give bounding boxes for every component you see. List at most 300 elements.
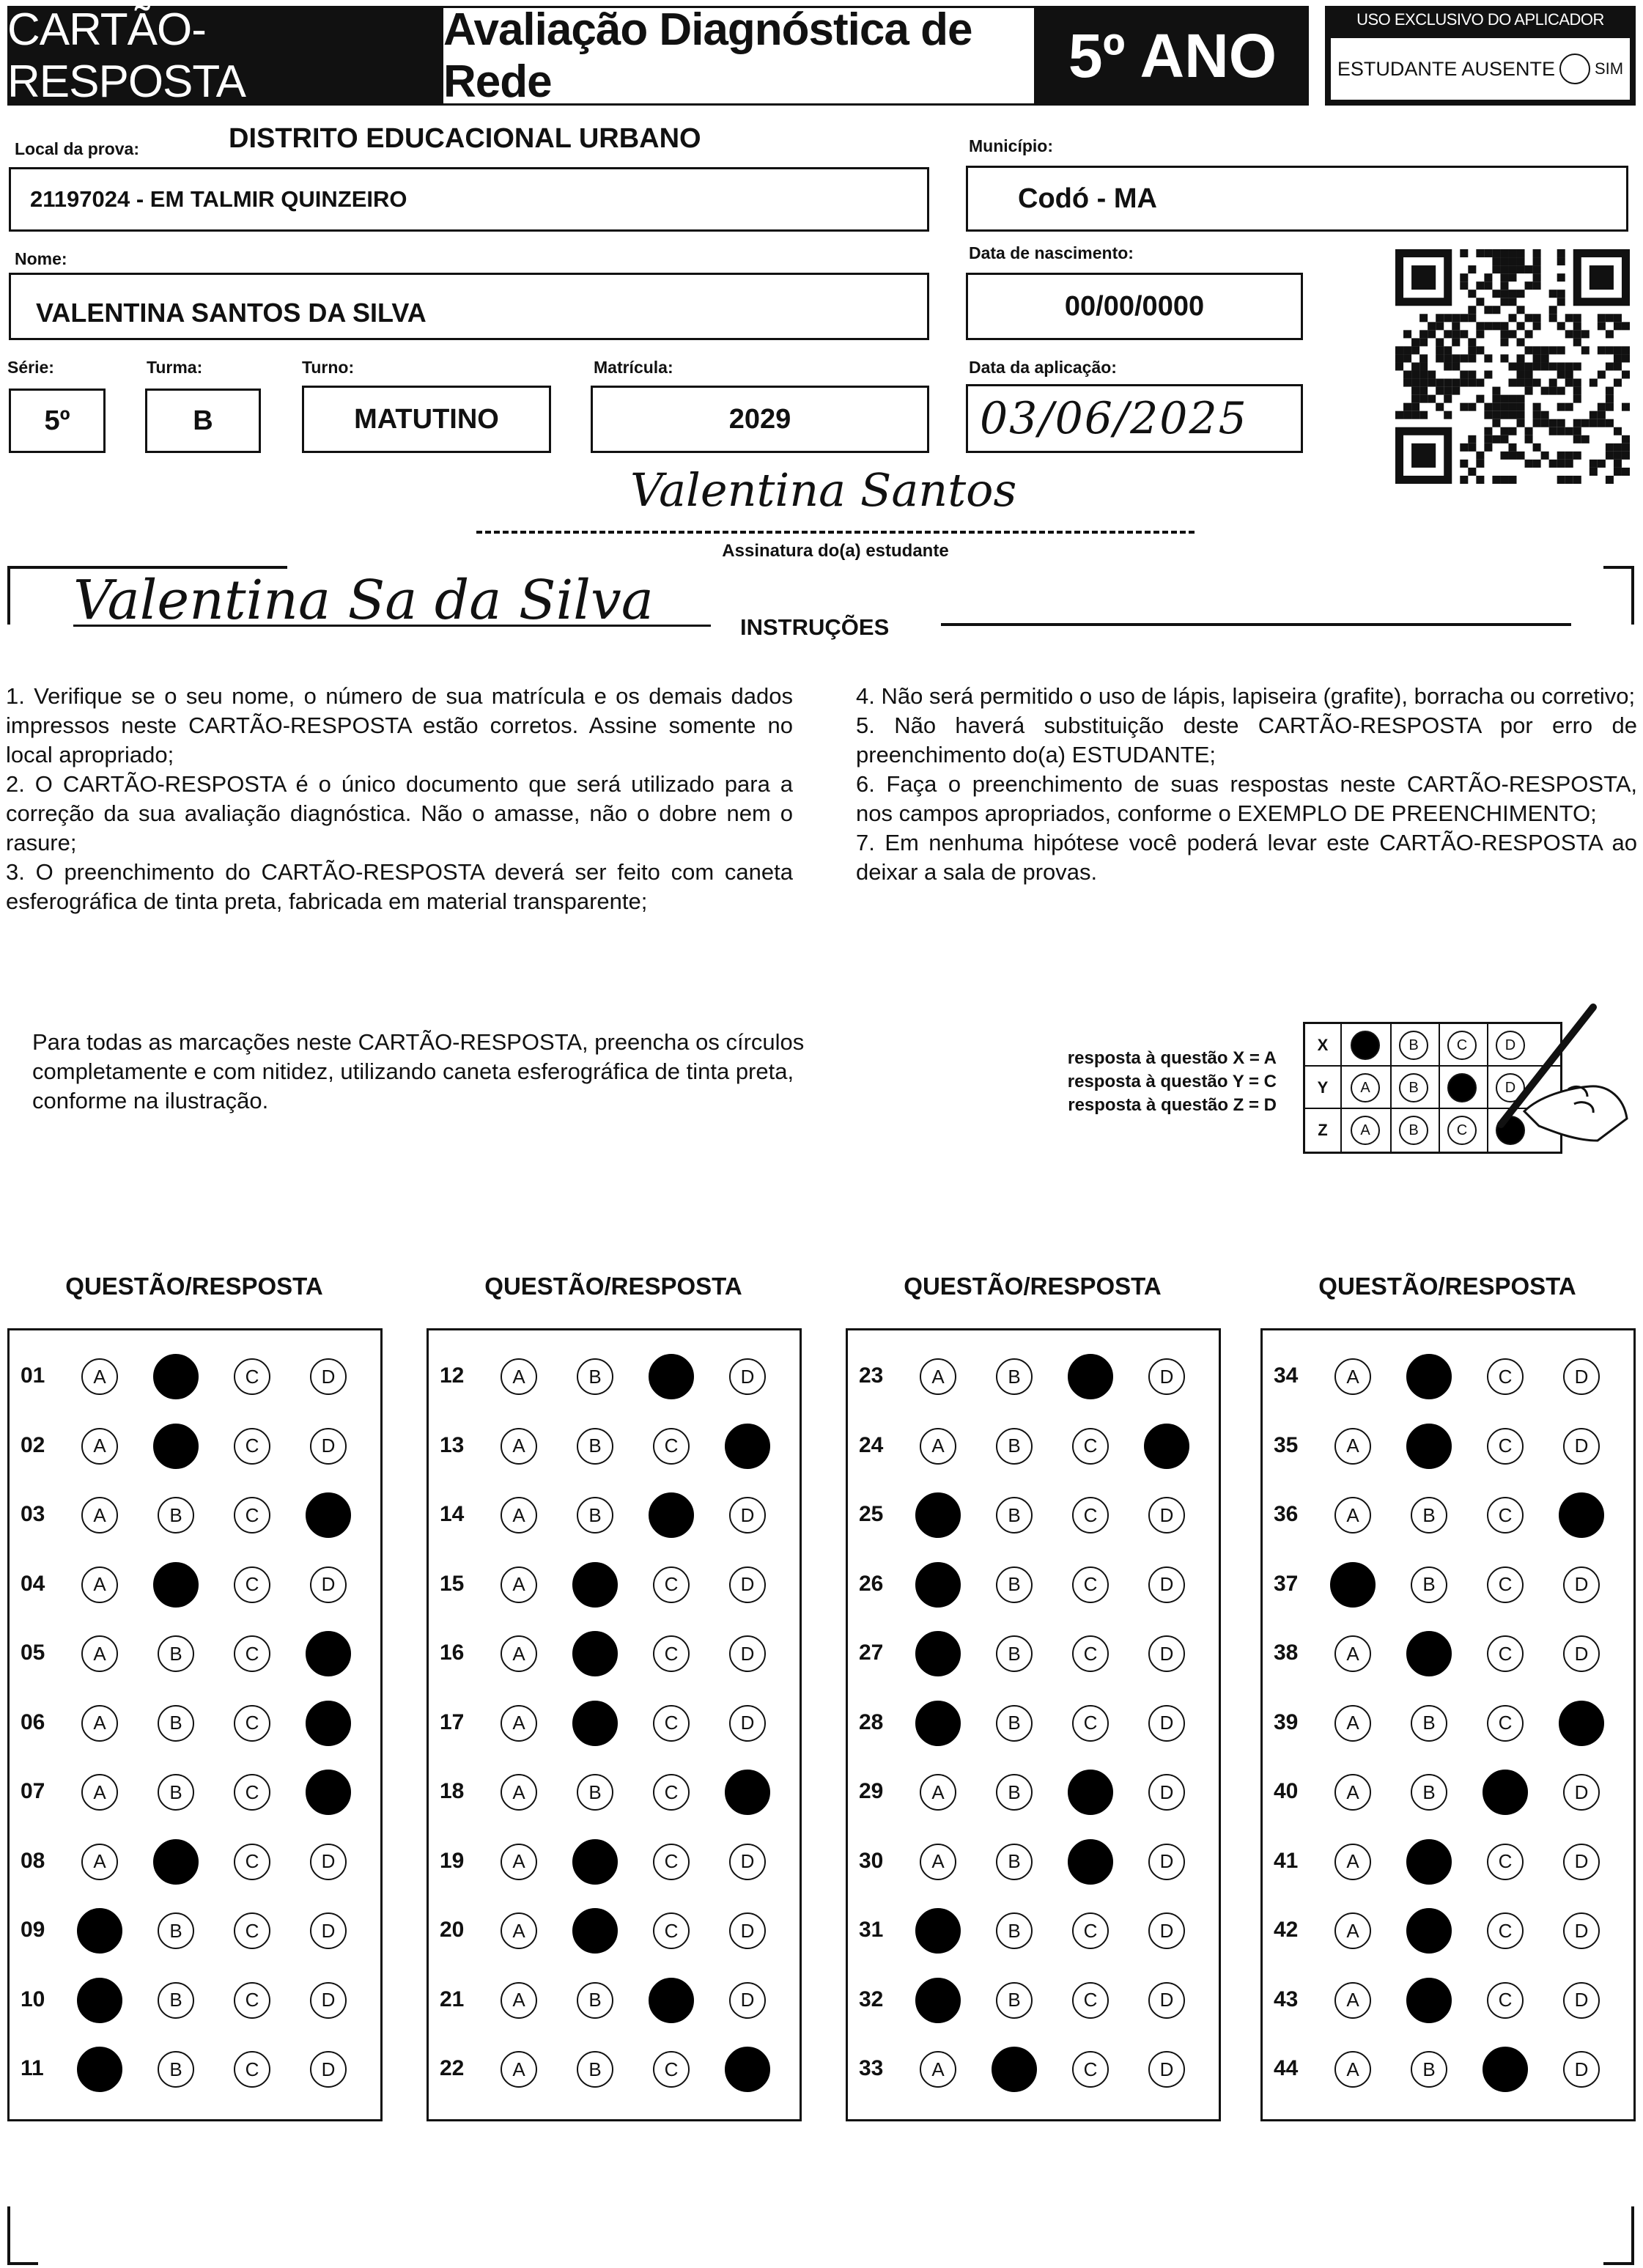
- answer-bubble-a[interactable]: A: [81, 1566, 118, 1603]
- answer-bubble-a[interactable]: A: [81, 1428, 118, 1465]
- example-bubble-d: D: [1496, 1073, 1525, 1102]
- card-title: CARTÃO-RESPOSTA: [7, 6, 441, 106]
- answer-bubble-c[interactable]: C: [653, 1912, 690, 1949]
- answer-bubble-a[interactable]: A: [920, 1358, 956, 1395]
- answer-bubble-a[interactable]: A: [1334, 1912, 1371, 1949]
- answer-bubble-c[interactable]: C: [1487, 1566, 1524, 1603]
- answer-bubble-b[interactable]: [572, 1562, 618, 1608]
- answer-row: [7, 1347, 383, 1406]
- question-number: 25: [859, 1502, 884, 1526]
- answer-bubble-c[interactable]: [1483, 2047, 1528, 2092]
- answer-bubble-d[interactable]: D: [729, 1497, 766, 1534]
- answer-bubble-c[interactable]: C: [1072, 1428, 1109, 1465]
- student-signature-left: Valentina Sa da Silva: [73, 569, 654, 632]
- answer-row: [427, 1763, 802, 1822]
- answer-bubble-a[interactable]: A: [1334, 1635, 1371, 1672]
- answer-bubble-c[interactable]: C: [653, 1635, 690, 1672]
- answer-bubble-b[interactable]: B: [577, 1497, 613, 1534]
- answer-bubble-b[interactable]: B: [1411, 2051, 1447, 2088]
- answer-row: [7, 1763, 383, 1822]
- answer-bubble-d[interactable]: D: [1148, 1774, 1185, 1811]
- answer-bubble-d[interactable]: D: [1148, 1705, 1185, 1742]
- answer-bubble-c[interactable]: C: [1487, 1982, 1524, 2019]
- question-number: 01: [21, 1363, 45, 1388]
- answer-bubble-c[interactable]: C: [234, 1844, 270, 1880]
- answer-bubble-a[interactable]: [77, 1908, 122, 1954]
- example-row-label: X: [1305, 1024, 1342, 1067]
- question-number: 17: [440, 1709, 465, 1734]
- answer-row: [846, 1417, 1221, 1476]
- answer-bubble-a[interactable]: A: [1334, 1497, 1371, 1534]
- answer-bubble-c[interactable]: C: [234, 1428, 270, 1465]
- answer-bubble-b[interactable]: B: [158, 1635, 194, 1672]
- local-field: [9, 167, 929, 232]
- answer-bubble-c[interactable]: C: [234, 1982, 270, 2019]
- answer-column-header: QUESTÃO/RESPOSTA: [904, 1273, 1162, 1300]
- question-number: 40: [1274, 1779, 1299, 1803]
- answer-bubble-b[interactable]: [153, 1562, 199, 1608]
- answer-bubble-b[interactable]: B: [996, 1705, 1033, 1742]
- example-grid-divider: [1439, 1109, 1440, 1152]
- question-number: 42: [1274, 1918, 1299, 1942]
- turma-field: [145, 389, 261, 453]
- absent-option-label: SIM: [1594, 59, 1624, 78]
- answer-bubble-d[interactable]: D: [1563, 1912, 1600, 1949]
- answer-row: [427, 2040, 802, 2099]
- question-number: 21: [440, 1987, 465, 2011]
- answer-bubble-d[interactable]: D: [310, 1912, 347, 1949]
- answer-bubble-a[interactable]: A: [81, 1635, 118, 1672]
- answer-bubble-d[interactable]: [725, 2047, 770, 2092]
- answer-bubble-c[interactable]: C: [234, 1912, 270, 1949]
- answer-row: [1260, 2040, 1636, 2099]
- answer-bubble-a[interactable]: [915, 1701, 961, 1746]
- answer-bubble-a[interactable]: A: [1334, 1428, 1371, 1465]
- answer-bubble-c[interactable]: [1068, 1839, 1113, 1885]
- answer-bubble-b[interactable]: B: [577, 1982, 613, 2019]
- answer-bubble-d[interactable]: D: [310, 1566, 347, 1603]
- answer-bubble-b[interactable]: B: [158, 1982, 194, 2019]
- answer-column-header: QUESTÃO/RESPOSTA: [65, 1273, 323, 1300]
- answer-row: [7, 1901, 383, 1960]
- answer-bubble-c[interactable]: C: [653, 1428, 690, 1465]
- answer-bubble-b[interactable]: B: [577, 2051, 613, 2088]
- answer-bubble-a[interactable]: A: [1334, 2051, 1371, 2088]
- answer-bubble-d[interactable]: [306, 1770, 351, 1815]
- answer-row: [427, 1555, 802, 1614]
- answer-bubble-d[interactable]: D: [1148, 1982, 1185, 2019]
- answer-bubble-d[interactable]: D: [1563, 1774, 1600, 1811]
- answer-row: [7, 1624, 383, 1683]
- serie-field: [9, 389, 106, 453]
- answer-bubble-d[interactable]: D: [729, 1705, 766, 1742]
- answer-bubble-d[interactable]: D: [1148, 1497, 1185, 1534]
- answer-bubble-b[interactable]: B: [1411, 1566, 1447, 1603]
- turno-label: Turno:: [302, 358, 355, 377]
- answer-bubble-a[interactable]: A: [1334, 1358, 1371, 1395]
- question-number: 28: [859, 1709, 884, 1734]
- answer-bubble-a[interactable]: A: [501, 1912, 537, 1949]
- hand-pen-icon: [1480, 1001, 1634, 1148]
- answer-bubble-c[interactable]: C: [234, 1774, 270, 1811]
- answer-bubble-d[interactable]: D: [1148, 1844, 1185, 1880]
- answer-bubble-b[interactable]: [992, 2047, 1037, 2092]
- answer-bubble-c[interactable]: C: [234, 1635, 270, 1672]
- answer-bubble-b[interactable]: B: [1411, 1774, 1447, 1811]
- answer-bubble-d[interactable]: D: [1563, 1428, 1600, 1465]
- answer-bubble-a[interactable]: A: [501, 1635, 537, 1672]
- answer-bubble-b[interactable]: B: [996, 1844, 1033, 1880]
- question-number: 23: [859, 1363, 884, 1388]
- turno-value: MATUTINO: [354, 403, 499, 435]
- answer-bubble-b[interactable]: B: [158, 1774, 194, 1811]
- nascimento-field: [966, 273, 1303, 340]
- answer-bubble-d[interactable]: D: [729, 1635, 766, 1672]
- matricula-value: 2029: [728, 403, 791, 435]
- local-label: Local da prova:: [15, 139, 139, 158]
- answer-bubble-b[interactable]: [1406, 1631, 1452, 1676]
- serie-label: Série:: [7, 358, 54, 377]
- answer-bubble-c[interactable]: [1483, 1770, 1528, 1815]
- answer-bubble-d[interactable]: [1144, 1424, 1189, 1469]
- question-number: 29: [859, 1779, 884, 1803]
- answer-bubble-b[interactable]: [153, 1424, 199, 1469]
- answer-bubble-b[interactable]: [572, 1908, 618, 1954]
- local-value: 21197024 - EM TALMIR QUINZEIRO: [30, 186, 407, 212]
- answer-bubble-a[interactable]: A: [501, 1566, 537, 1603]
- question-number: 24: [859, 1432, 884, 1457]
- answer-bubble-b[interactable]: B: [577, 1428, 613, 1465]
- answer-bubble-a[interactable]: A: [1334, 1844, 1371, 1880]
- question-number: 36: [1274, 1502, 1299, 1526]
- answer-row: [7, 2040, 383, 2099]
- answer-bubble-b[interactable]: B: [996, 1982, 1033, 2019]
- answer-bubble-d[interactable]: [306, 1492, 351, 1538]
- answer-bubble-a[interactable]: A: [920, 1774, 956, 1811]
- answer-bubble-c[interactable]: C: [1072, 1566, 1109, 1603]
- instruction-2: 2. O CARTÃO-RESPOSTA é o único documento que será utilizado para a correção da sua avaliação diagnóstica. Não o amasse, não o dobre nem o rasure;: [6, 771, 793, 855]
- answer-bubble-c[interactable]: C: [234, 2051, 270, 2088]
- answer-column-header: QUESTÃO/RESPOSTA: [484, 1273, 742, 1300]
- aplicacao-field: [966, 384, 1303, 453]
- question-number: 39: [1274, 1709, 1299, 1734]
- example-grid-divider: [1439, 1024, 1440, 1067]
- answer-row: [846, 2040, 1221, 2099]
- instructions-right: [856, 682, 1637, 887]
- instruction-3: 3. O preenchimento do CARTÃO-RESPOSTA deverá ser feito com caneta esferográfica de tinta preta, fabricada em material transparente;: [6, 859, 793, 914]
- grade-title: 5º ANO: [1036, 6, 1309, 106]
- answer-bubble-a[interactable]: A: [920, 2051, 956, 2088]
- example-row-label: Z: [1305, 1109, 1342, 1152]
- answer-row: [846, 1971, 1221, 2030]
- question-number: 10: [21, 1987, 45, 2011]
- answer-bubble-b[interactable]: [1406, 1354, 1452, 1399]
- answer-bubble-a[interactable]: A: [81, 1844, 118, 1880]
- answer-bubble-b[interactable]: B: [158, 1705, 194, 1742]
- answer-bubble-d[interactable]: D: [729, 1912, 766, 1949]
- answer-bubble-c[interactable]: C: [1487, 1497, 1524, 1534]
- answer-bubble-a[interactable]: A: [501, 1774, 537, 1811]
- answer-bubble-b[interactable]: [572, 1631, 618, 1676]
- answer-row: [427, 1417, 802, 1476]
- question-number: 16: [440, 1641, 465, 1665]
- answer-bubble-d[interactable]: D: [1148, 1635, 1185, 1672]
- example-grid-divider: [1390, 1067, 1392, 1109]
- answer-bubble-c[interactable]: C: [1487, 1635, 1524, 1672]
- answer-row: [427, 1901, 802, 1960]
- answer-bubble-b[interactable]: [572, 1701, 618, 1746]
- answer-bubble-b[interactable]: [153, 1839, 199, 1885]
- answer-bubble-b[interactable]: [572, 1839, 618, 1885]
- question-number: 07: [21, 1779, 45, 1803]
- answer-bubble-b[interactable]: [1406, 1978, 1452, 2023]
- answer-bubble-b[interactable]: B: [996, 1358, 1033, 1395]
- answer-bubble-b[interactable]: B: [158, 2051, 194, 2088]
- frame-corner-bl: [7, 2206, 38, 2265]
- answer-bubble-a[interactable]: A: [501, 2051, 537, 2088]
- nascimento-label: Data de nascimento:: [969, 243, 1134, 262]
- answer-bubble-a[interactable]: A: [81, 1497, 118, 1534]
- answer-bubble-b[interactable]: B: [158, 1912, 194, 1949]
- question-number: 41: [1274, 1848, 1299, 1873]
- answer-bubble-c[interactable]: C: [234, 1566, 270, 1603]
- example-bubble-d: D: [1496, 1031, 1525, 1060]
- answer-bubble-c[interactable]: C: [1072, 2051, 1109, 2088]
- qr-code: [1395, 249, 1630, 484]
- answer-bubble-a[interactable]: A: [1334, 1705, 1371, 1742]
- answer-bubble-c[interactable]: C: [653, 2051, 690, 2088]
- answer-bubble-b[interactable]: [153, 1354, 199, 1399]
- answer-row: [1260, 1347, 1636, 1406]
- answer-row: [7, 1694, 383, 1753]
- answer-bubble-b[interactable]: B: [996, 1428, 1033, 1465]
- answer-bubble-b[interactable]: B: [996, 1566, 1033, 1603]
- answer-bubble-c[interactable]: C: [653, 1705, 690, 1742]
- answer-bubble-a[interactable]: A: [81, 1705, 118, 1742]
- answer-bubble-a[interactable]: A: [501, 1428, 537, 1465]
- answer-row: [427, 1971, 802, 2030]
- instruction-5: 5. Não haverá substituição deste CARTÃO-RESPOSTA por erro de preenchimento do(a) ESTUDANTE;: [856, 713, 1637, 767]
- answer-row: [846, 1694, 1221, 1753]
- answer-row: [1260, 1624, 1636, 1683]
- matricula-label: Matrícula:: [594, 358, 673, 377]
- answer-row: [427, 1694, 802, 1753]
- answer-bubble-c[interactable]: [649, 1492, 694, 1538]
- answer-bubble-c[interactable]: C: [234, 1497, 270, 1534]
- answer-row: [1260, 1486, 1636, 1544]
- question-number: 06: [21, 1709, 45, 1734]
- answer-bubble-c[interactable]: C: [653, 1774, 690, 1811]
- example-bubble-c: C: [1447, 1116, 1477, 1145]
- question-number: 11: [21, 2056, 44, 2080]
- answer-bubble-a[interactable]: A: [501, 1358, 537, 1395]
- answer-row: [427, 1833, 802, 1891]
- answer-bubble-d[interactable]: D: [310, 2051, 347, 2088]
- example-legend-y: resposta à questão Y = C: [1067, 1072, 1277, 1091]
- answer-bubble-b[interactable]: [1406, 1908, 1452, 1954]
- answer-bubble-a[interactable]: [915, 1631, 961, 1676]
- municipio-field: [966, 166, 1628, 232]
- answer-bubble-b[interactable]: B: [996, 1635, 1033, 1672]
- answer-bubble-a[interactable]: A: [501, 1982, 537, 2019]
- answer-bubble-c[interactable]: C: [653, 1844, 690, 1880]
- answer-bubble-c[interactable]: C: [1487, 1912, 1524, 1949]
- answer-bubble-d[interactable]: D: [729, 1844, 766, 1880]
- answer-bubble-a[interactable]: A: [501, 1497, 537, 1534]
- example-bubble-a: [1351, 1031, 1380, 1060]
- answer-bubble-a[interactable]: A: [501, 1705, 537, 1742]
- answer-bubble-b[interactable]: B: [577, 1358, 613, 1395]
- answer-bubble-d[interactable]: D: [1563, 1358, 1600, 1395]
- answer-bubble-d[interactable]: D: [310, 1358, 347, 1395]
- turno-field: [302, 386, 551, 453]
- answer-row: [1260, 1417, 1636, 1476]
- answer-bubble-a[interactable]: [77, 1978, 122, 2023]
- answer-bubble-d[interactable]: [1559, 1492, 1604, 1538]
- example-row-label: Y: [1305, 1067, 1342, 1109]
- example-bubble-b: B: [1399, 1116, 1428, 1145]
- answer-bubble-a[interactable]: A: [81, 1774, 118, 1811]
- answer-bubble-c[interactable]: C: [234, 1705, 270, 1742]
- question-number: 05: [21, 1641, 45, 1665]
- answer-bubble-b[interactable]: B: [996, 1497, 1033, 1534]
- example-grid-divider: [1390, 1024, 1392, 1067]
- answer-row: [1260, 1763, 1636, 1822]
- question-number: 02: [21, 1432, 45, 1457]
- answer-row: [427, 1624, 802, 1683]
- answer-row: [427, 1486, 802, 1544]
- answer-bubble-c[interactable]: [1068, 1354, 1113, 1399]
- question-number: 34: [1274, 1363, 1299, 1388]
- answer-bubble-a[interactable]: A: [501, 1844, 537, 1880]
- instruction-4: 4. Não será permitido o uso de lápis, lapiseira (grafite), borracha ou corretivo;: [856, 683, 1636, 709]
- answer-bubble-a[interactable]: [915, 1492, 961, 1538]
- answer-row: [846, 1624, 1221, 1683]
- answer-bubble-b[interactable]: B: [996, 1774, 1033, 1811]
- answer-bubble-d[interactable]: [725, 1770, 770, 1815]
- answer-bubble-d[interactable]: [306, 1631, 351, 1676]
- instruction-6: 6. Faça o preenchimento de suas respostas neste CARTÃO-RESPOSTA, nos campos apropriados, conforme o EXEMPLO DE PREENCHIMENTO;: [856, 771, 1637, 826]
- answer-bubble-a[interactable]: A: [1334, 1982, 1371, 2019]
- answer-bubble-d[interactable]: [725, 1424, 770, 1469]
- answer-bubble-c[interactable]: [649, 1354, 694, 1399]
- answer-row: [846, 1833, 1221, 1891]
- answer-bubble-d[interactable]: D: [729, 1566, 766, 1603]
- answer-row: [1260, 1833, 1636, 1891]
- answer-bubble-c[interactable]: [649, 1978, 694, 2023]
- answer-bubble-d[interactable]: D: [1563, 1982, 1600, 2019]
- answer-bubble-a[interactable]: A: [920, 1844, 956, 1880]
- question-number: 43: [1274, 1987, 1299, 2011]
- answer-bubble-a[interactable]: [915, 1908, 961, 1954]
- answer-bubble-c[interactable]: C: [234, 1358, 270, 1395]
- answer-bubble-c[interactable]: C: [1072, 1635, 1109, 1672]
- answer-bubble-d[interactable]: D: [1148, 1358, 1185, 1395]
- instructions-title: INSTRUÇÕES: [740, 614, 890, 640]
- question-number: 15: [440, 1571, 465, 1596]
- absent-field: [1331, 38, 1630, 100]
- answer-bubble-b[interactable]: B: [577, 1774, 613, 1811]
- answer-bubble-c[interactable]: C: [1072, 1705, 1109, 1742]
- answer-bubble-d[interactable]: D: [729, 1982, 766, 2019]
- question-number: 44: [1274, 2056, 1299, 2080]
- frame-corner-tr: [1603, 566, 1634, 625]
- answer-bubble-c[interactable]: C: [1072, 1912, 1109, 1949]
- answer-bubble-a[interactable]: A: [81, 1358, 118, 1395]
- answer-bubble-d[interactable]: D: [1148, 1912, 1185, 1949]
- answer-bubble-d[interactable]: [306, 1701, 351, 1746]
- answer-bubble-d[interactable]: D: [1563, 1844, 1600, 1880]
- matricula-field: [591, 386, 929, 453]
- question-number: 30: [859, 1848, 884, 1873]
- student-signature-top: Valentina Santos: [630, 463, 1017, 517]
- answer-bubble-c[interactable]: C: [1072, 1982, 1109, 2019]
- answer-bubble-a[interactable]: [915, 1978, 961, 2023]
- answer-bubble-c[interactable]: C: [1487, 1705, 1524, 1742]
- answer-bubble-b[interactable]: B: [996, 1912, 1033, 1949]
- question-number: 33: [859, 2056, 884, 2080]
- answer-bubble-d[interactable]: [1559, 1701, 1604, 1746]
- answer-bubble-d[interactable]: D: [1563, 1566, 1600, 1603]
- answer-bubble-d[interactable]: D: [310, 1844, 347, 1880]
- question-number: 14: [440, 1502, 465, 1526]
- answer-bubble-b[interactable]: B: [1411, 1497, 1447, 1534]
- answer-row: [7, 1833, 383, 1891]
- answer-bubble-d[interactable]: D: [1148, 2051, 1185, 2088]
- answer-bubble-b[interactable]: B: [158, 1497, 194, 1534]
- example-bubble-c: [1447, 1073, 1477, 1102]
- answer-bubble-c[interactable]: C: [1487, 1358, 1524, 1395]
- question-number: 12: [440, 1363, 465, 1388]
- question-number: 03: [21, 1502, 45, 1526]
- question-number: 09: [21, 1918, 45, 1942]
- question-number: 19: [440, 1848, 465, 1873]
- answer-row: [846, 1763, 1221, 1822]
- answer-row: [7, 1486, 383, 1544]
- instruction-7: 7. Em nenhuma hipótese você poderá levar este CARTÃO-RESPOSTA ao deixar a sala de provas.: [856, 830, 1637, 885]
- answer-bubble-c[interactable]: C: [1487, 1844, 1524, 1880]
- answer-bubble-c[interactable]: C: [653, 1566, 690, 1603]
- answer-bubble-a[interactable]: [1330, 1562, 1376, 1608]
- answer-bubble-a[interactable]: A: [1334, 1774, 1371, 1811]
- answer-bubble-d[interactable]: D: [310, 1982, 347, 2019]
- turma-label: Turma:: [147, 358, 203, 377]
- answer-row: [1260, 1971, 1636, 2030]
- answer-row: [1260, 1694, 1636, 1753]
- example-grid-divider: [1439, 1067, 1440, 1109]
- example-bubble-b: B: [1399, 1073, 1428, 1102]
- answer-bubble-c[interactable]: C: [1487, 1428, 1524, 1465]
- answer-bubble-a[interactable]: [77, 2047, 122, 2092]
- answer-bubble-d[interactable]: D: [1563, 1635, 1600, 1672]
- answer-bubble-d[interactable]: D: [1563, 2051, 1600, 2088]
- signature-label: Assinatura do(a) estudante: [722, 541, 949, 561]
- nome-label: Nome:: [15, 249, 67, 268]
- answer-bubble-c[interactable]: C: [1072, 1497, 1109, 1534]
- answer-row: [7, 1555, 383, 1614]
- answer-bubble-b[interactable]: [1406, 1424, 1452, 1469]
- answer-bubble-b[interactable]: B: [1411, 1705, 1447, 1742]
- answer-bubble-c[interactable]: [1068, 1770, 1113, 1815]
- absent-radio[interactable]: [1559, 54, 1590, 84]
- answer-bubble-d[interactable]: D: [729, 1358, 766, 1395]
- answer-bubble-b[interactable]: [1406, 1839, 1452, 1885]
- answer-bubble-a[interactable]: [915, 1562, 961, 1608]
- answer-bubble-d[interactable]: D: [310, 1428, 347, 1465]
- answer-bubble-a[interactable]: A: [920, 1428, 956, 1465]
- example-bubble-c: C: [1447, 1031, 1477, 1060]
- answer-bubble-d[interactable]: D: [1148, 1566, 1185, 1603]
